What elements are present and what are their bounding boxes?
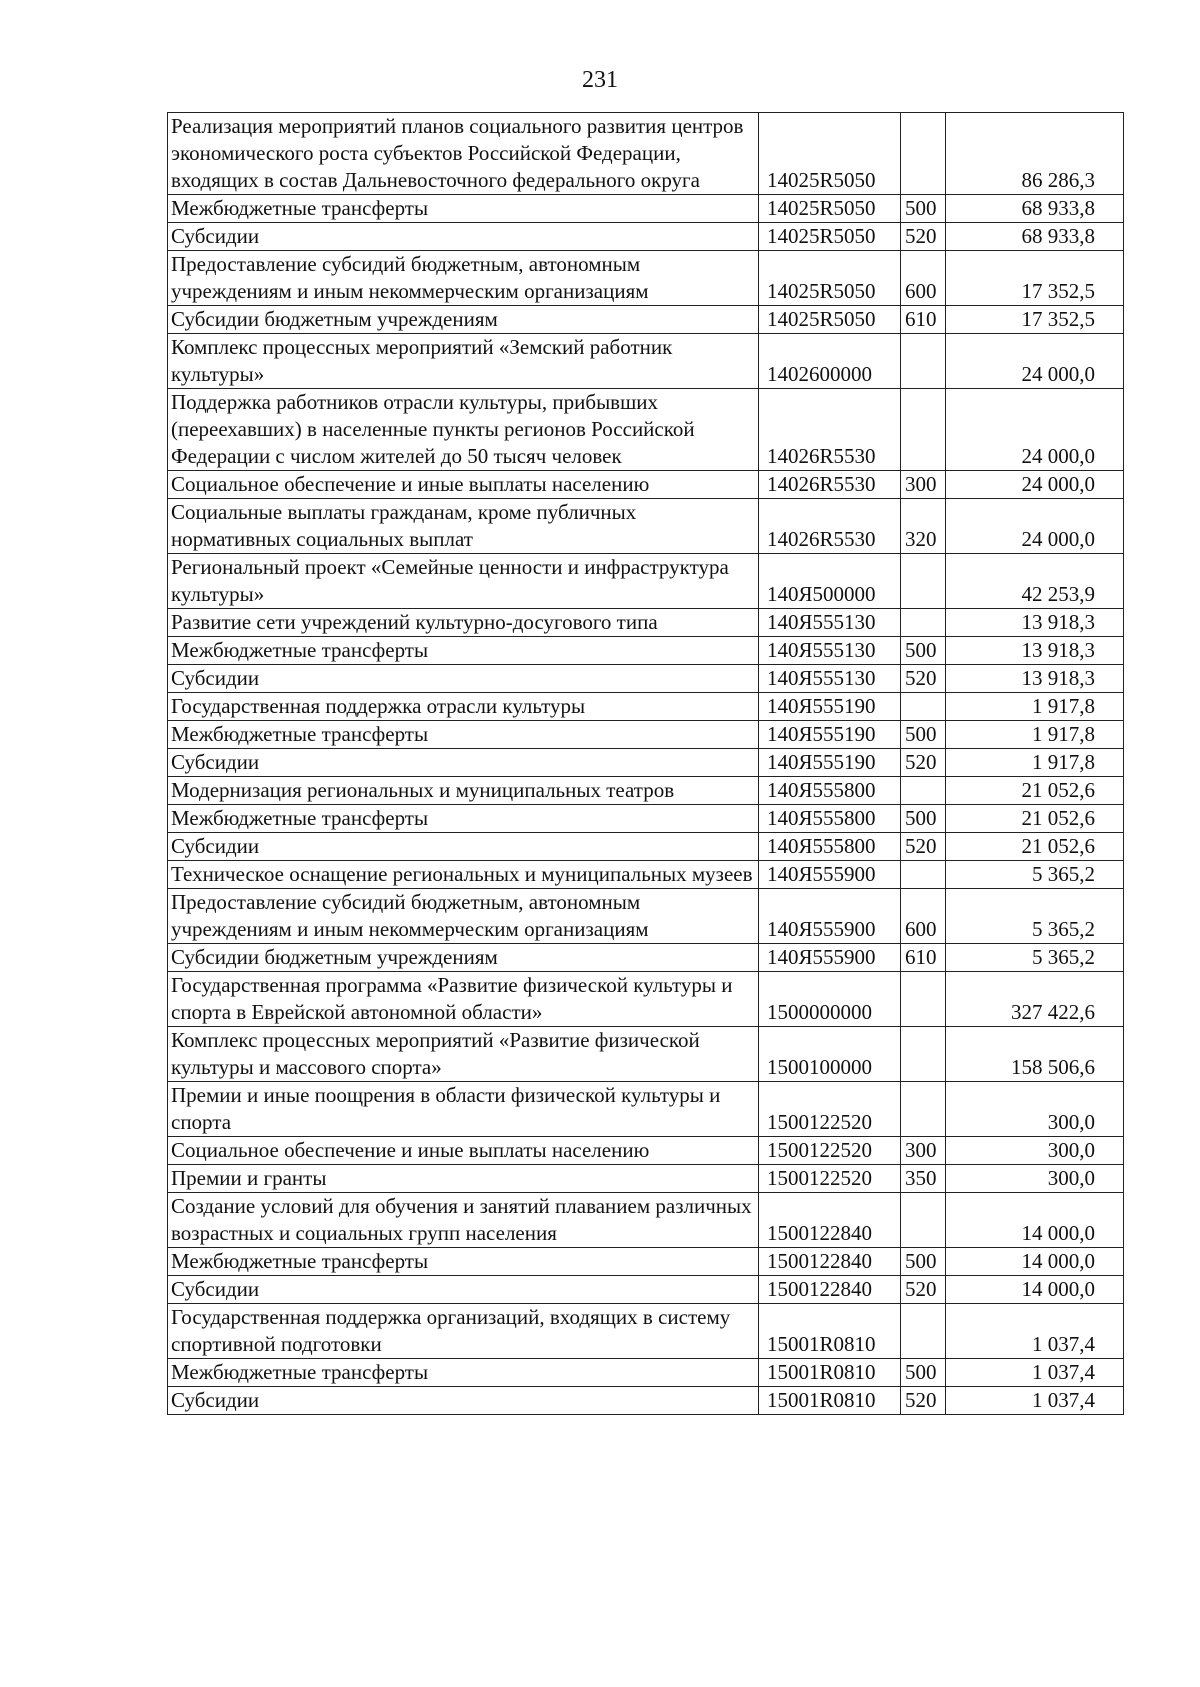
row-name-cell: Премии и гранты: [168, 1165, 759, 1193]
row-code-cell: 1500122520: [759, 1165, 901, 1193]
table-row: [168, 833, 1124, 861]
row-sum-cell: 24 000,0: [946, 389, 1124, 471]
row-name-cell: Субсидии: [168, 223, 759, 251]
row-name-cell: Техническое оснащение региональных и муниципальных музеев: [168, 861, 759, 889]
table-row: [168, 195, 1124, 223]
table-row: [168, 889, 1124, 944]
row-name-cell: Региональный проект «Семейные ценности и инфраструктура культуры»: [168, 554, 759, 609]
row-sum-cell: 1 037,4: [946, 1304, 1124, 1359]
row-type-cell: 610: [901, 306, 946, 334]
row-sum-cell: 21 052,6: [946, 833, 1124, 861]
row-type-cell: 600: [901, 889, 946, 944]
table-row: [168, 1387, 1124, 1415]
table-row: [168, 251, 1124, 306]
row-code-cell: 15001R0810: [759, 1387, 901, 1415]
row-type-cell: [901, 113, 946, 195]
row-code-cell: 1402600000: [759, 334, 901, 389]
row-name-cell: Государственная программа «Развитие физической культуры и спорта в Еврейской автономной области»: [168, 972, 759, 1027]
row-name-cell: Межбюджетные трансферты: [168, 1359, 759, 1387]
row-name-cell: Реализация мероприятий планов социального развития центров экономического роста субъектов Российской Федерации, входящих в состав Дальневосточного федерального округа: [168, 113, 759, 195]
row-sum-cell: 300,0: [946, 1165, 1124, 1193]
row-type-cell: 350: [901, 1165, 946, 1193]
row-sum-cell: 158 506,6: [946, 1027, 1124, 1082]
table-row: [168, 637, 1124, 665]
row-name-cell: Государственная поддержка отрасли культуры: [168, 693, 759, 721]
row-name-cell: Социальное обеспечение и иные выплаты населению: [168, 1137, 759, 1165]
table-row: [168, 805, 1124, 833]
row-sum-cell: 14 000,0: [946, 1276, 1124, 1304]
row-sum-cell: 1 917,8: [946, 749, 1124, 777]
row-name-cell: Комплекс процессных мероприятий «Земский работник культуры»: [168, 334, 759, 389]
row-code-cell: 140Я555900: [759, 889, 901, 944]
row-name-cell: Создание условий для обучения и занятий плаванием различных возрастных и социальных групп населения: [168, 1193, 759, 1248]
row-type-cell: [901, 861, 946, 889]
table-row: [168, 1359, 1124, 1387]
table-row: [168, 777, 1124, 805]
row-name-cell: Межбюджетные трансферты: [168, 637, 759, 665]
row-type-cell: [901, 554, 946, 609]
row-type-cell: 520: [901, 665, 946, 693]
row-code-cell: 140Я555800: [759, 777, 901, 805]
row-code-cell: 140Я555130: [759, 609, 901, 637]
row-sum-cell: 1 037,4: [946, 1387, 1124, 1415]
row-type-cell: 500: [901, 721, 946, 749]
row-code-cell: 1500122520: [759, 1082, 901, 1137]
row-sum-cell: 1 917,8: [946, 721, 1124, 749]
row-sum-cell: 13 918,3: [946, 665, 1124, 693]
row-code-cell: 15001R0810: [759, 1359, 901, 1387]
row-name-cell: Социальное обеспечение и иные выплаты населению: [168, 471, 759, 499]
row-code-cell: 14025R5050: [759, 195, 901, 223]
table-row: [168, 972, 1124, 1027]
row-sum-cell: 13 918,3: [946, 637, 1124, 665]
row-type-cell: 500: [901, 1359, 946, 1387]
table-row: [168, 1082, 1124, 1137]
row-type-cell: 600: [901, 251, 946, 306]
row-code-cell: 1500122520: [759, 1137, 901, 1165]
row-type-cell: 520: [901, 833, 946, 861]
row-sum-cell: 14 000,0: [946, 1193, 1124, 1248]
row-sum-cell: 24 000,0: [946, 334, 1124, 389]
table-row: [168, 693, 1124, 721]
row-sum-cell: 1 917,8: [946, 693, 1124, 721]
row-name-cell: Межбюджетные трансферты: [168, 195, 759, 223]
row-type-cell: [901, 972, 946, 1027]
row-type-cell: 520: [901, 1387, 946, 1415]
table-row: [168, 721, 1124, 749]
table-row: [168, 554, 1124, 609]
row-type-cell: 610: [901, 944, 946, 972]
row-name-cell: Премии и иные поощрения в области физической культуры и спорта: [168, 1082, 759, 1137]
row-name-cell: Социальные выплаты гражданам, кроме публичных нормативных социальных выплат: [168, 499, 759, 554]
table-row: [168, 1193, 1124, 1248]
table-row: [168, 471, 1124, 499]
table-row: [168, 861, 1124, 889]
row-name-cell: Предоставление субсидий бюджетным, автономным учреждениям и иным некоммерческим организациям: [168, 889, 759, 944]
row-sum-cell: 24 000,0: [946, 499, 1124, 554]
row-code-cell: 15001R0810: [759, 1304, 901, 1359]
table-row: [168, 749, 1124, 777]
row-name-cell: Субсидии: [168, 1276, 759, 1304]
row-sum-cell: 1 037,4: [946, 1359, 1124, 1387]
row-code-cell: 1500122840: [759, 1193, 901, 1248]
table-row: [168, 113, 1124, 195]
row-code-cell: 1500122840: [759, 1248, 901, 1276]
row-sum-cell: 68 933,8: [946, 195, 1124, 223]
row-code-cell: 140Я500000: [759, 554, 901, 609]
budget-table: [167, 112, 1124, 1415]
row-type-cell: [901, 1027, 946, 1082]
row-name-cell: Субсидии: [168, 665, 759, 693]
row-sum-cell: 14 000,0: [946, 1248, 1124, 1276]
row-type-cell: [901, 693, 946, 721]
row-sum-cell: 24 000,0: [946, 471, 1124, 499]
table-row: [168, 1137, 1124, 1165]
table-row: [168, 1304, 1124, 1359]
row-name-cell: Межбюджетные трансферты: [168, 805, 759, 833]
row-sum-cell: 5 365,2: [946, 944, 1124, 972]
row-name-cell: Модернизация региональных и муниципальных театров: [168, 777, 759, 805]
row-code-cell: 1500000000: [759, 972, 901, 1027]
table-row: [168, 499, 1124, 554]
row-type-cell: [901, 389, 946, 471]
row-sum-cell: 21 052,6: [946, 805, 1124, 833]
row-type-cell: [901, 334, 946, 389]
row-type-cell: 520: [901, 1276, 946, 1304]
row-name-cell: Государственная поддержка организаций, входящих в систему спортивной подготовки: [168, 1304, 759, 1359]
row-code-cell: 140Я555190: [759, 693, 901, 721]
row-sum-cell: 300,0: [946, 1137, 1124, 1165]
row-code-cell: 14026R5530: [759, 471, 901, 499]
row-type-cell: [901, 609, 946, 637]
row-code-cell: 140Я555130: [759, 637, 901, 665]
row-code-cell: 14025R5050: [759, 251, 901, 306]
row-name-cell: Предоставление субсидий бюджетным, автономным учреждениям и иным некоммерческим организациям: [168, 251, 759, 306]
row-code-cell: 140Я555800: [759, 805, 901, 833]
table-row: [168, 223, 1124, 251]
row-code-cell: 140Я555800: [759, 833, 901, 861]
row-code-cell: 1500122840: [759, 1276, 901, 1304]
row-sum-cell: 5 365,2: [946, 861, 1124, 889]
row-code-cell: 140Я555190: [759, 749, 901, 777]
row-type-cell: [901, 777, 946, 805]
row-type-cell: [901, 1304, 946, 1359]
row-type-cell: 300: [901, 1137, 946, 1165]
row-name-cell: Межбюджетные трансферты: [168, 1248, 759, 1276]
row-name-cell: Субсидии бюджетным учреждениям: [168, 306, 759, 334]
row-type-cell: 520: [901, 749, 946, 777]
row-name-cell: Развитие сети учреждений культурно-досугового типа: [168, 609, 759, 637]
row-sum-cell: 68 933,8: [946, 223, 1124, 251]
row-code-cell: 140Я555900: [759, 944, 901, 972]
row-sum-cell: 13 918,3: [946, 609, 1124, 637]
row-type-cell: 500: [901, 637, 946, 665]
table-row: [168, 944, 1124, 972]
row-code-cell: 14025R5050: [759, 223, 901, 251]
row-sum-cell: 86 286,3: [946, 113, 1124, 195]
table-row: [168, 389, 1124, 471]
row-code-cell: 140Я555130: [759, 665, 901, 693]
row-type-cell: 320: [901, 499, 946, 554]
page-number: 231: [582, 67, 618, 93]
table-row: [168, 306, 1124, 334]
row-code-cell: 14025R5050: [759, 113, 901, 195]
row-sum-cell: 17 352,5: [946, 306, 1124, 334]
table-row: [168, 1276, 1124, 1304]
row-type-cell: [901, 1193, 946, 1248]
row-sum-cell: 42 253,9: [946, 554, 1124, 609]
row-type-cell: 500: [901, 805, 946, 833]
row-sum-cell: 17 352,5: [946, 251, 1124, 306]
row-type-cell: 500: [901, 1248, 946, 1276]
row-name-cell: Комплекс процессных мероприятий «Развитие физической культуры и массового спорта»: [168, 1027, 759, 1082]
row-sum-cell: 5 365,2: [946, 889, 1124, 944]
table-row: [168, 334, 1124, 389]
row-name-cell: Субсидии: [168, 1387, 759, 1415]
table-row: [168, 609, 1124, 637]
row-sum-cell: 300,0: [946, 1082, 1124, 1137]
table-row: [168, 1165, 1124, 1193]
row-code-cell: 14025R5050: [759, 306, 901, 334]
row-code-cell: 14026R5530: [759, 389, 901, 471]
row-name-cell: Субсидии: [168, 833, 759, 861]
table-row: [168, 1027, 1124, 1082]
row-type-cell: 500: [901, 195, 946, 223]
row-name-cell: Субсидии: [168, 749, 759, 777]
table-row: [168, 665, 1124, 693]
row-type-cell: 520: [901, 223, 946, 251]
row-sum-cell: 327 422,6: [946, 972, 1124, 1027]
row-sum-cell: 21 052,6: [946, 777, 1124, 805]
row-type-cell: [901, 1082, 946, 1137]
row-code-cell: 14026R5530: [759, 499, 901, 554]
table-body: [168, 113, 1124, 1415]
row-code-cell: 140Я555190: [759, 721, 901, 749]
row-name-cell: Субсидии бюджетным учреждениям: [168, 944, 759, 972]
row-code-cell: 140Я555900: [759, 861, 901, 889]
row-name-cell: Межбюджетные трансферты: [168, 721, 759, 749]
row-type-cell: 300: [901, 471, 946, 499]
table-row: [168, 1248, 1124, 1276]
row-name-cell: Поддержка работников отрасли культуры, прибывших (переехавших) в населенные пункты регионов Российской Федерации с числом жителей до 50 тысяч человек: [168, 389, 759, 471]
row-code-cell: 1500100000: [759, 1027, 901, 1082]
